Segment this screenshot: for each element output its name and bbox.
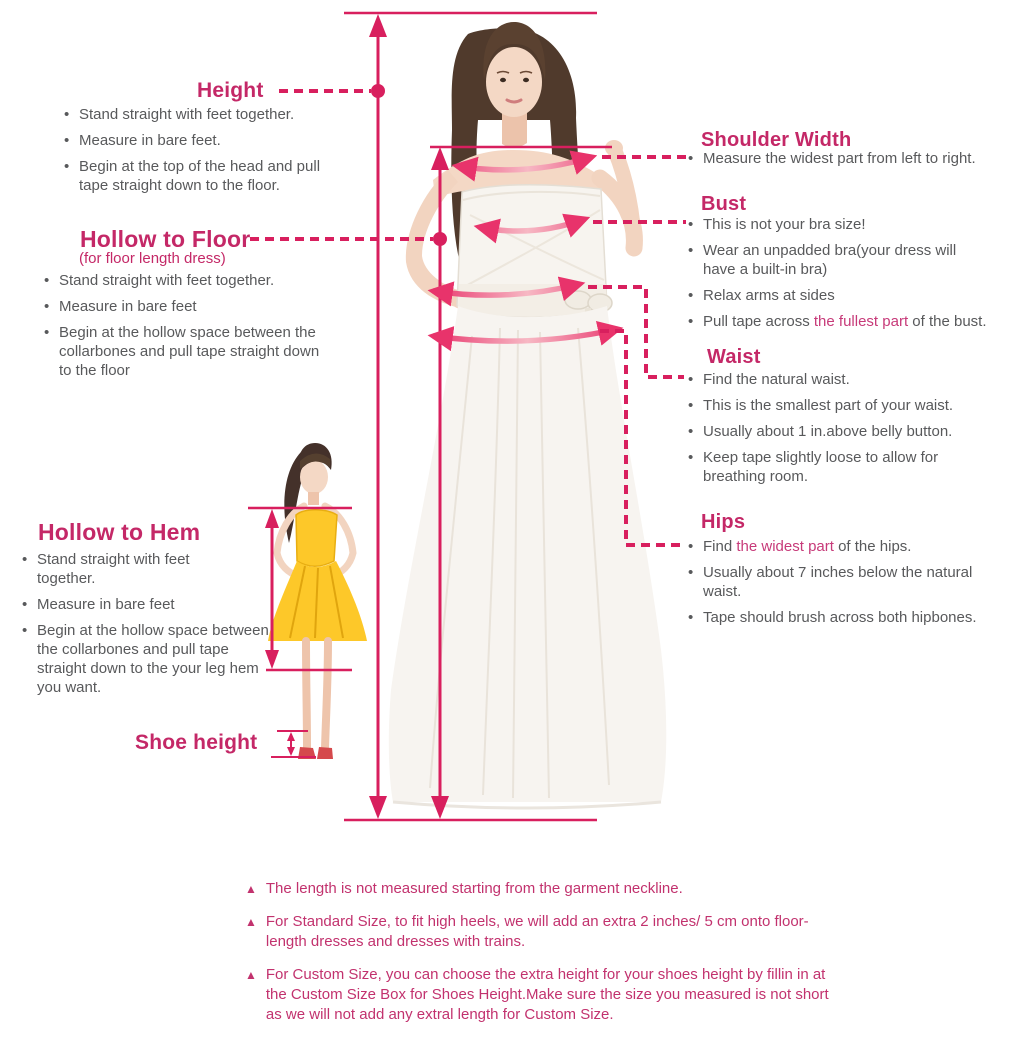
list-item: • Tape should brush across both hipbones. <box>686 608 1001 627</box>
list-item: • Begin at the top of the head and pull tape straight down to the floor. <box>62 157 340 195</box>
note-item <box>245 965 831 1025</box>
hips-title: Hips <box>701 511 746 533</box>
hollow-to-floor-list <box>42 271 332 387</box>
shoulder-width-list <box>686 149 1008 175</box>
list-item: • Stand straight with feet together. <box>62 105 340 124</box>
hips-list <box>686 537 1001 634</box>
list-item: • Stand straight with feet together. <box>42 271 332 290</box>
note-item <box>245 879 831 899</box>
hollow-to-floor-subtitle: (for floor length dress) <box>79 250 226 267</box>
waist-title: Waist <box>707 346 761 368</box>
note-text: The length is not measured starting from the garment neckline. <box>265 880 683 897</box>
list-item: • Begin at the hollow space between the collarbones and pull tape straight down to the floor <box>42 323 331 380</box>
triangle-bullet-icon: ▲ <box>245 882 257 896</box>
list-item: • This is the smallest part of your waist. <box>686 396 998 415</box>
hollow-to-hem-list <box>20 550 272 704</box>
list-item: • Measure the widest part from left to right. <box>686 149 1008 168</box>
shoe-height-title: Shoe height <box>135 731 258 754</box>
note-text: For Custom Size, you can choose the extra height for your shoes height by fillin in at the Custom Size Box for Shoes Height.Make sure the size you measured is not short as we will not add any extral length for Custom Size. <box>265 966 829 1023</box>
list-item: • This is not your bra size! <box>686 215 1008 234</box>
list-item: • Measure in bare feet <box>42 297 332 316</box>
list-item: • Measure in bare feet <box>20 595 272 614</box>
list-item: • Relax arms at sides <box>686 286 1008 305</box>
list-item: • Find the natural waist. <box>686 370 998 389</box>
list-item: • Stand straight with feet together. <box>20 550 229 588</box>
triangle-bullet-icon: ▲ <box>245 915 257 929</box>
triangle-bullet-icon: ▲ <box>245 968 257 982</box>
list-item: • Measure in bare feet. <box>62 131 340 150</box>
height-title: Height <box>197 79 264 102</box>
height-list <box>62 105 340 202</box>
list-item: • Wear an unpadded bra(your dress will have a built-in bra) <box>686 241 987 279</box>
note-text: For Standard Size, to fit high heels, we will add an extra 2 inches/ 5 cm onto floor-length dresses and dresses with trains. <box>265 913 809 950</box>
waist-list <box>686 370 998 493</box>
footer-notes <box>245 879 831 1038</box>
list-item: • Keep tape slightly loose to allow for breathing room. <box>686 448 987 486</box>
note-item <box>245 912 831 952</box>
hollow-to-floor-title: Hollow to Floor <box>80 226 251 252</box>
hollow-to-hem-title: Hollow to Hem <box>38 519 201 545</box>
list-item: • Pull tape across the fullest part of the bust. <box>686 312 1008 331</box>
list-item: • Usually about 1 in.above belly button. <box>686 422 998 441</box>
bust-title: Bust <box>701 193 747 215</box>
bust-list <box>686 215 1008 338</box>
shoulder-width-title: Shoulder Width <box>701 129 852 151</box>
list-item: • Usually about 7 inches below the natural waist. <box>686 563 1001 601</box>
list-item: • Begin at the hollow space between the collarbones and pull tape straight down to the your leg hem you want. <box>20 621 272 697</box>
hem-figure-photo <box>268 443 367 759</box>
list-item: • Find the widest part of the hips. <box>686 537 1001 556</box>
